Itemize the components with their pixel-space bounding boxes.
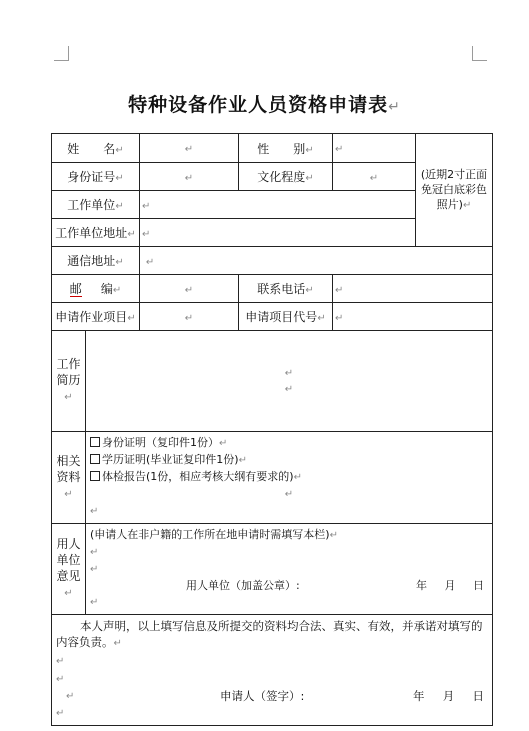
return-mark-icon: ↵ <box>127 313 136 324</box>
return-mark-icon: ↵ <box>90 506 99 517</box>
materials-blank-line <box>90 486 488 503</box>
return-mark-icon: ↵ <box>305 285 314 296</box>
education-field[interactable] <box>333 163 416 191</box>
checkbox-icon[interactable] <box>90 454 100 464</box>
name-label: 姓 名↵ <box>52 134 140 163</box>
return-mark-icon: ↵ <box>335 144 344 155</box>
return-mark-icon: ↵ <box>56 656 65 667</box>
education-label: 文化程度↵ <box>239 163 333 191</box>
row-declaration <box>52 615 493 726</box>
checkbox-icon[interactable] <box>90 471 100 481</box>
name-field[interactable] <box>140 134 239 163</box>
phone-field[interactable] <box>333 275 493 303</box>
work-unit-address-label: 工作单位地址↵ <box>52 219 140 247</box>
return-mark-icon: ↵ <box>462 200 472 211</box>
return-mark-icon: ↵ <box>115 257 124 268</box>
mailing-address-field[interactable] <box>140 247 493 275</box>
checkbox-icon[interactable] <box>90 437 100 447</box>
employer-seal-line: 用人单位（加盖公章）: 年 月 日 <box>186 579 484 592</box>
employer-note: (申请人在非户籍的工作所在地申请时需填写本栏)↵ <box>90 528 338 541</box>
row-materials <box>52 432 493 524</box>
applicant-signature-line: 申请人（签字）: 年 月 日 <box>220 689 484 703</box>
row-employer-opinion <box>52 524 493 615</box>
return-mark-icon: ↵ <box>329 530 338 541</box>
return-mark-icon: ↵ <box>90 547 99 558</box>
declaration-text: 本人声明，以上填写信息及所提交的资料均合法、真实、有效，并承诺对填写的内容负责。↵ <box>56 619 483 649</box>
return-mark-icon: ↵ <box>184 312 194 324</box>
return-mark-icon: ↵ <box>142 228 151 240</box>
gender-label: 性 别↵ <box>239 134 333 163</box>
row-postcode-phone <box>52 275 493 303</box>
materials-field <box>86 432 493 524</box>
return-mark-icon: ↵ <box>113 638 122 649</box>
page-corner-mark-top-left <box>54 46 69 61</box>
title-text: 特种设备作业人员资格申请表 <box>128 94 389 116</box>
return-mark-icon: ↵ <box>64 488 73 500</box>
postcode-field[interactable] <box>140 275 239 303</box>
return-mark-icon: ↵ <box>90 564 99 575</box>
material-item-id[interactable]: 身份证明（复印件1份）↵ <box>90 435 488 452</box>
application-form-table <box>51 133 493 726</box>
return-mark-icon: ↵ <box>284 368 294 379</box>
declaration-field[interactable] <box>52 615 493 726</box>
return-mark-icon: ↵ <box>64 588 73 599</box>
return-mark-icon: ↵ <box>219 438 228 449</box>
postcode-label: 邮 编↵ <box>52 275 140 303</box>
return-mark-icon: ↵ <box>112 285 122 296</box>
return-mark-icon: ↵ <box>335 284 344 296</box>
return-mark-icon: ↵ <box>317 313 326 324</box>
return-mark-icon: ↵ <box>305 144 314 156</box>
return-mark-icon: ↵ <box>388 99 401 115</box>
materials-blank-line <box>90 503 488 520</box>
page-corner-mark-top-right <box>472 46 487 61</box>
return-mark-icon: ↵ <box>335 312 344 324</box>
return-mark-icon: ↵ <box>284 384 294 395</box>
row-name-gender <box>52 134 493 163</box>
return-mark-icon: ↵ <box>184 172 194 184</box>
return-mark-icon: ↵ <box>369 172 379 184</box>
return-mark-icon: ↵ <box>184 144 194 155</box>
return-mark-icon: ↵ <box>238 455 247 466</box>
return-mark-icon: ↵ <box>142 200 151 212</box>
gender-field[interactable] <box>333 134 416 163</box>
work-unit-label: 工作单位↵ <box>52 191 140 219</box>
material-item-education[interactable]: 学历证明(毕业证复印件1份)↵ <box>90 452 488 469</box>
apply-item-field[interactable] <box>140 303 239 331</box>
row-apply-item <box>52 303 493 331</box>
return-mark-icon: ↵ <box>145 256 155 268</box>
employer-opinion-label: 用人 单位 意见↵ <box>52 524 86 615</box>
return-mark-icon: ↵ <box>66 691 75 702</box>
page-title <box>0 90 529 117</box>
return-mark-icon: ↵ <box>293 472 302 483</box>
resume-label: 工作 简历↵ <box>52 331 86 432</box>
return-mark-icon: ↵ <box>284 489 294 500</box>
row-resume <box>52 331 493 432</box>
return-mark-icon: ↵ <box>56 674 65 685</box>
return-mark-icon: ↵ <box>184 284 194 296</box>
employer-opinion-field[interactable] <box>86 524 493 615</box>
return-mark-icon: ↵ <box>305 173 314 184</box>
return-mark-icon: ↵ <box>56 708 65 719</box>
resume-field[interactable] <box>86 331 493 432</box>
return-mark-icon: ↵ <box>115 144 124 156</box>
phone-label: 联系电话↵ <box>239 275 333 303</box>
return-mark-icon: ↵ <box>115 173 124 184</box>
return-mark-icon: ↵ <box>64 392 73 403</box>
return-mark-icon: ↵ <box>90 597 99 608</box>
return-mark-icon: ↵ <box>127 229 136 240</box>
photo-area: (近期2寸正面免冠白底彩色照片)↵ <box>416 134 493 247</box>
materials-label: 相关 资料↵ <box>52 432 86 524</box>
work-unit-address-field[interactable] <box>140 219 416 247</box>
apply-item-label: 申请作业项目↵ <box>52 303 140 331</box>
id-label: 身份证号↵ <box>52 163 140 191</box>
mailing-address-label: 通信地址↵ <box>52 247 140 275</box>
id-number-field[interactable] <box>140 163 239 191</box>
work-unit-field[interactable] <box>140 191 416 219</box>
return-mark-icon: ↵ <box>115 201 124 212</box>
material-item-medical[interactable]: 体检报告(1份，相应考核大纲有要求的)↵ <box>90 469 488 486</box>
row-mailing-address <box>52 247 493 275</box>
apply-code-label: 申请项目代号↵ <box>239 303 333 331</box>
apply-code-field[interactable] <box>333 303 493 331</box>
